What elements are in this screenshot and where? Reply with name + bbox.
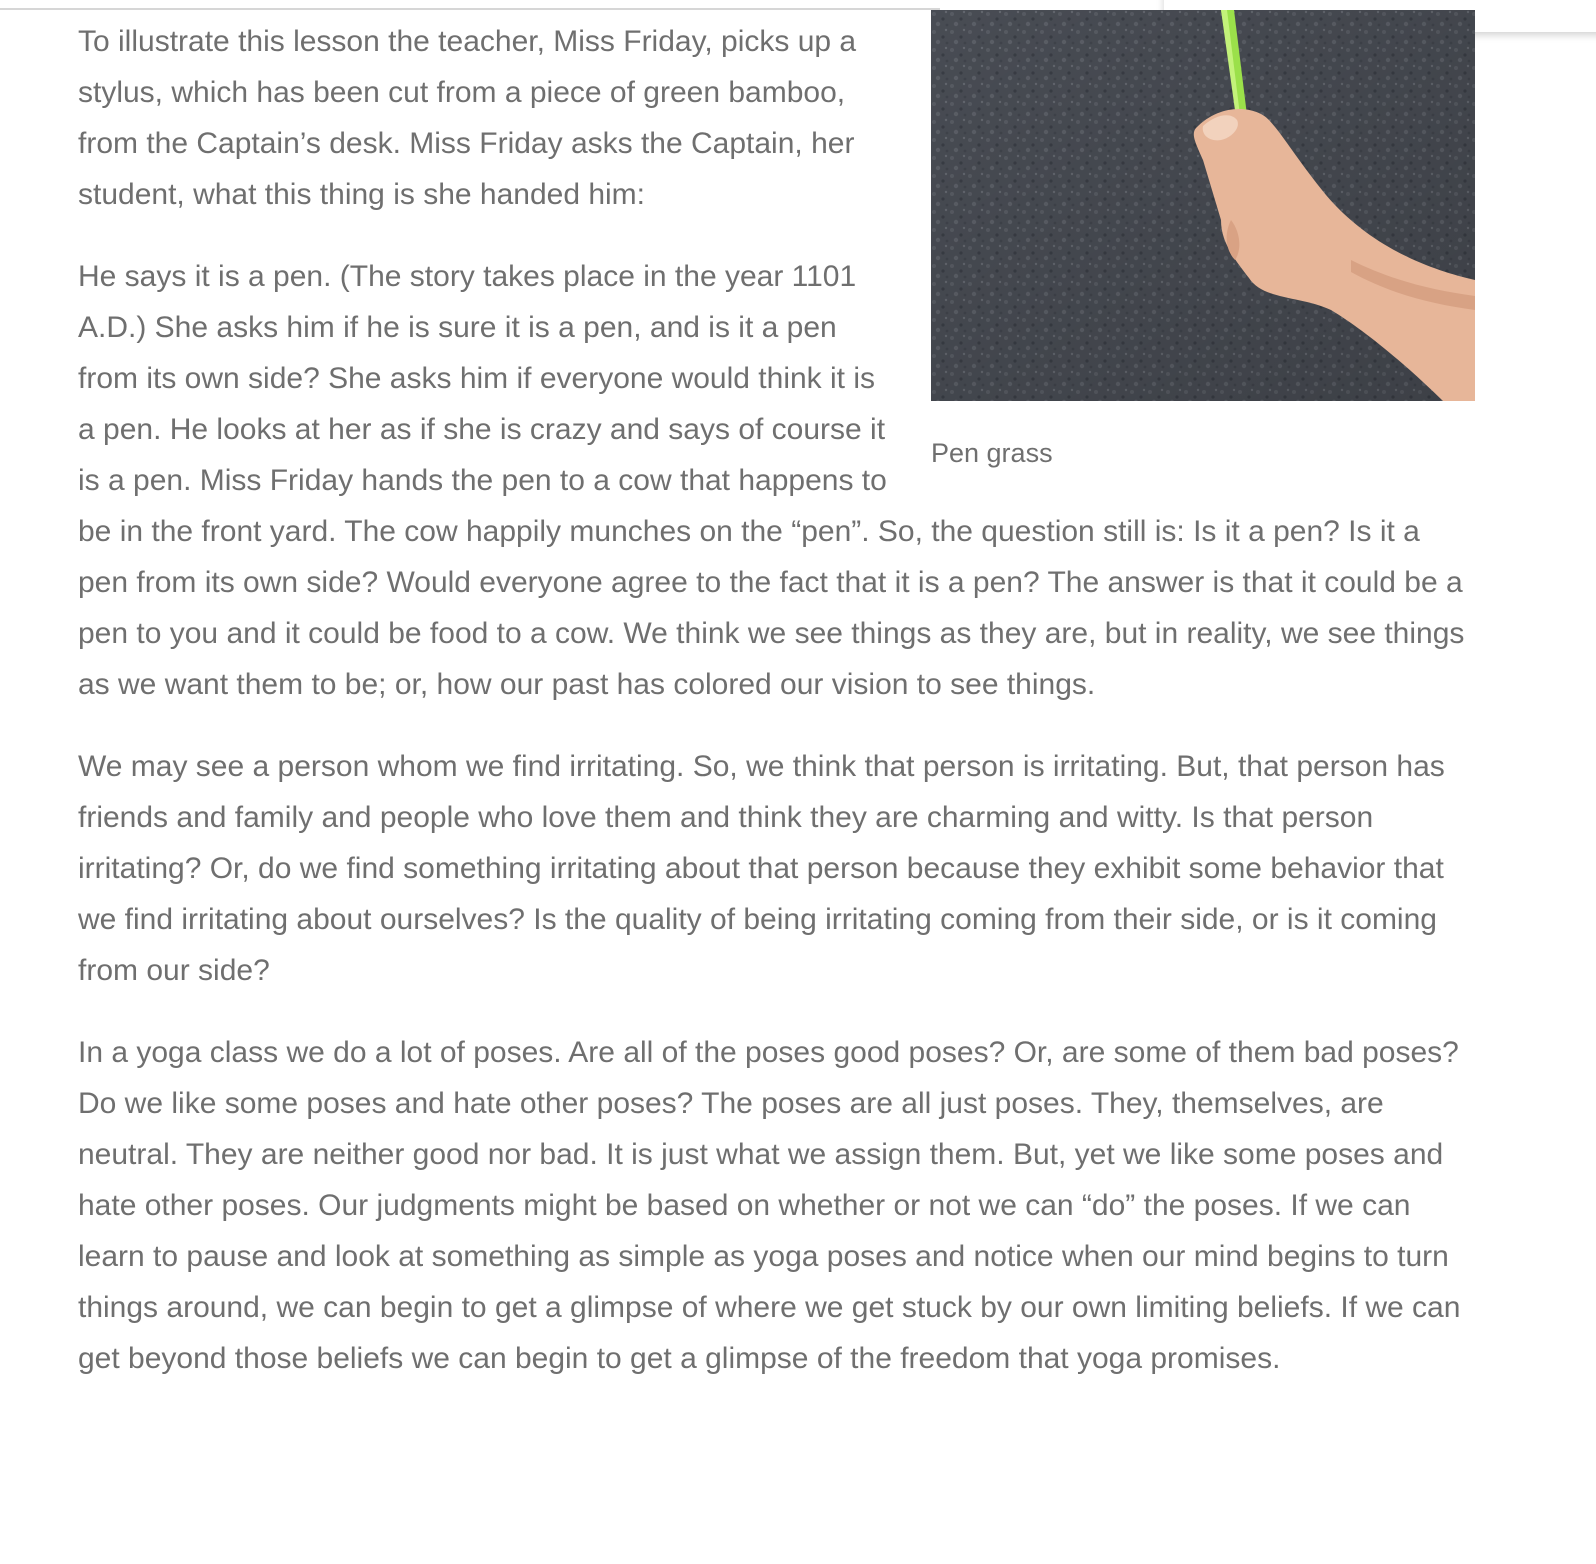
top-divider: [0, 8, 940, 10]
paragraph-1: To illustrate this lesson the teacher, Miss Friday, picks up a stylus, which has been cut from a piece of green bamboo, from the Captain’s desk. Miss Friday asks the Captain, her student, what this thing is she handed him:: [78, 25, 857, 211]
article-figure: [931, 10, 1475, 473]
paragraph-4: In a yoga class we do a lot of poses. Are all of the poses good poses? Or, are some of them bad poses? Do we like some poses and hate other poses? The poses are all just poses. They, themselves, are neutral. They are neither good nor bad. It is just what we assign them. But, yet we like some poses and hate other poses. Our judgments might be based on whether or not we can “do” the poses. If we can learn to pause and look at something as simple as yoga poses and notice when our mind begins to turn things around, we can begin to get a glimpse of where we get stuck by our own limiting beliefs. If we can get beyond those beliefs we can begin to get a glimpse of the freedom that yoga promises.: [78, 1036, 1461, 1375]
pen-grass-photo: [931, 10, 1475, 401]
article-body: [78, 16, 1478, 1415]
figure-caption: Pen grass: [931, 438, 1053, 468]
paragraph-2: He says it is a pen. (The story takes place in the year 1101 A.D.) She asks him if he is sure it is a pen, and is it a pen from its own side? She asks him if everyone would think it is a pen. He looks at her as if she is crazy and says of course it is a pen. Miss Friday hands the pen to a cow that happens to be in the front yard. The cow happily munches on the “pen”. So, the question still is: Is it a pen? Is it a pen from its own side? Would everyone agree to the fact that it is a pen? The answer is that it could be a pen to you and it could be food to a cow. We think we see things as they are, but in reality, we see things as we want them to be; or, how our past has colored our vision to see things.: [78, 260, 1465, 701]
paragraph-3: We may see a person whom we find irritating. So, we think that person is irritating. But, that person has friends and family and people who love them and think they are charming and witty. Is that person irritating? Or, do we find something irritating about that person because they exhibit some behavior that we find irritating about ourselves? Is the quality of being irritating coming from their side, or is it coming from our side?: [78, 750, 1445, 987]
